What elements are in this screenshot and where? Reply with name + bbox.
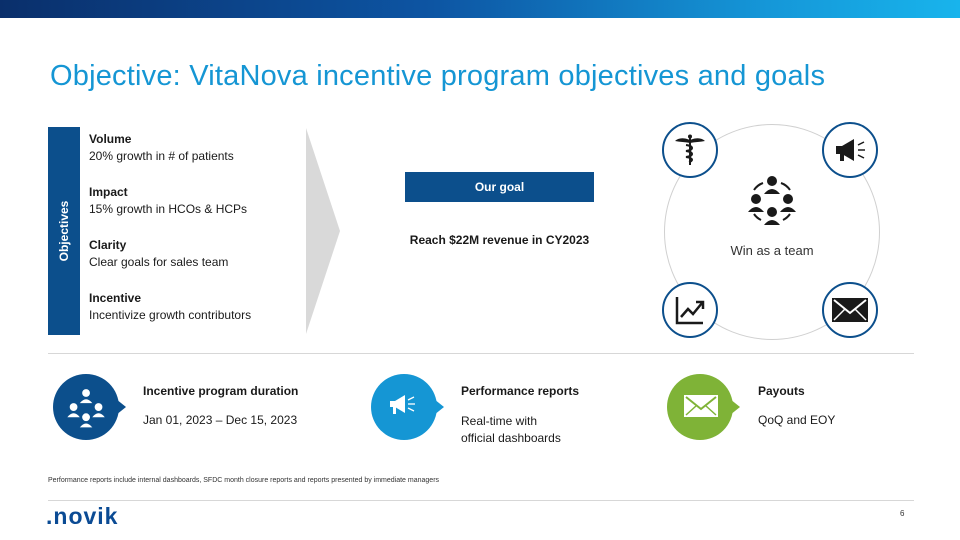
page-number: 6 — [900, 509, 905, 518]
footer-divider — [48, 500, 914, 501]
chevron-arrow — [306, 128, 340, 334]
objective-heading: Volume — [89, 132, 132, 146]
duration-bubble — [52, 373, 126, 447]
reports-title: Performance reports — [461, 384, 580, 398]
payouts-bubble — [666, 373, 740, 447]
objective-heading: Incentive — [89, 291, 142, 305]
reports-text-line2: official dashboards — [461, 431, 561, 445]
megaphone-icon — [822, 122, 878, 178]
reports-text-line1: Real-time with — [461, 414, 538, 428]
goal-header: Our goal — [405, 172, 594, 202]
objective-text: 15% growth in HCOs & HCPs — [89, 202, 248, 216]
top-gradient-bar — [0, 0, 960, 18]
payouts-title: Payouts — [758, 384, 805, 398]
objective-item — [89, 131, 304, 184]
section-divider — [48, 353, 914, 354]
team-icon — [745, 172, 799, 226]
objective-item — [89, 290, 304, 343]
reports-text — [461, 413, 561, 447]
objective-heading: Clarity — [89, 238, 127, 252]
goal-text: Reach $22M revenue in CY2023 — [409, 233, 590, 247]
team-label: Win as a team — [730, 243, 814, 258]
caduceus-icon — [662, 122, 718, 178]
chart-trend-icon — [662, 282, 718, 338]
objective-text: Incentivize growth contributors — [89, 308, 252, 322]
slide-title: Objective: VitaNova incentive program objectives and goals — [50, 60, 826, 92]
objectives-label: Objectives — [57, 200, 71, 262]
payouts-text: QoQ and EOY — [758, 413, 836, 427]
reports-bubble — [370, 373, 444, 447]
footnote: Performance reports include internal dashboards, SFDC month closure reports and reports presented by immediate managers — [48, 477, 440, 484]
objectives-band — [48, 127, 80, 335]
novik-logo: .novik — [46, 503, 119, 529]
objective-heading: Impact — [89, 185, 128, 199]
objective-text: Clear goals for sales team — [89, 255, 229, 269]
duration-title: Incentive program duration — [143, 384, 299, 398]
envelope-icon — [822, 282, 878, 338]
duration-text: Jan 01, 2023 – Dec 15, 2023 — [143, 413, 298, 427]
objectives-list — [89, 131, 304, 343]
objective-item — [89, 184, 304, 237]
objective-text: 20% growth in # of patients — [89, 149, 234, 163]
objective-item — [89, 237, 304, 290]
